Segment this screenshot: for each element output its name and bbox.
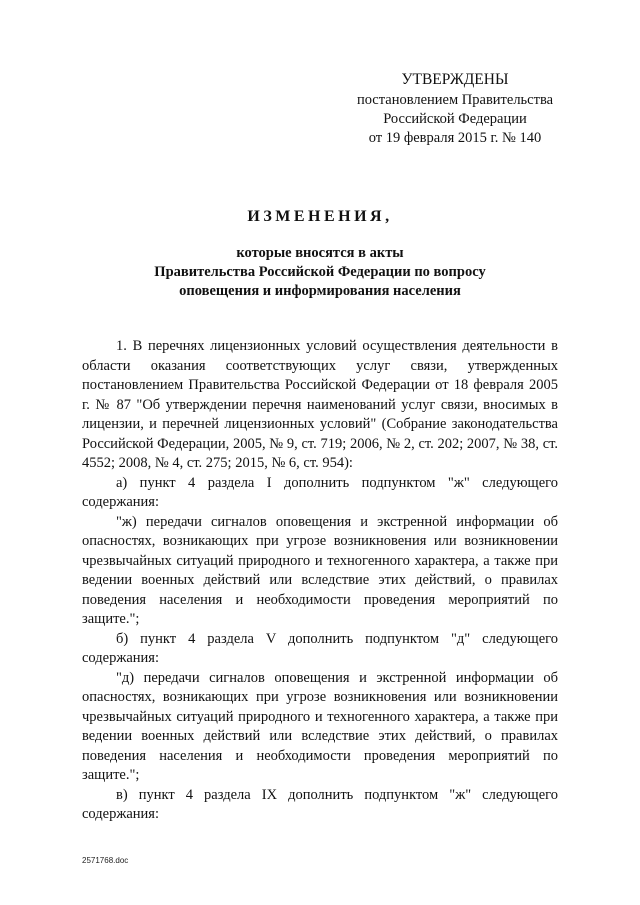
paragraph-5: "д) передачи сигналов оповещения и экстренной информации об опасностях, возникающих при угрозе возникновения или возникновении чрезвычайных ситуаций природного и техногенного характера, а также при ведении военных действий или вследствие этих действий, о правилах поведения населения и необходимости проведения мероприятий по защите."; (82, 669, 558, 783)
title-sub-3: оповещения и информирования населения (179, 283, 461, 299)
document-body (82, 337, 558, 825)
paragraph-6: в) пункт 4 раздела IX дополнить подпунктом "ж" следующего содержания: (82, 786, 558, 822)
title-main: ИЗМЕНЕНИЯ, (247, 208, 393, 225)
paragraph-4: б) пункт 4 раздела V дополнить подпунктом "д" следующего содержания: (82, 630, 558, 666)
approval-heading: УТВЕРЖДЕНЫ (401, 71, 509, 88)
paragraph-2: а) пункт 4 раздела I дополнить подпунктом "ж" следующего содержания: (82, 474, 558, 510)
document-title (80, 208, 560, 301)
paragraph-3: "ж) передачи сигналов оповещения и экстренной информации об опасностях, возникающих при угрозе возникновения или возникновении чрезвычайных ситуаций природного и техногенного характера, а также при ведении военных действий или вследствие этих действий, о правилах поведения населения и необходимости проведения мероприятий по защите."; (82, 513, 558, 627)
footer-filename: 2571768.doc (82, 856, 129, 865)
title-sub-2: Правительства Российской Федерации по вопросу (154, 264, 486, 280)
approval-stamp (330, 70, 580, 148)
approval-line-3: от 19 февраля 2015 г. № 140 (368, 130, 542, 146)
paragraph-1: 1. В перечнях лицензионных условий осуществления деятельности в области оказания соответствующих услуг связи, утвержденных постановлением Правительства Российской Федерации от 18 февраля 2005 г. № 87 "Об утверждении перечня наименований услуг связи, вносимых в лицензии, и перечней лицензионных условий" (Собрание законодательства Российской Федерации, 2005, № 9, ст. 719; 2006, № 2, ст. 202; 2007, № 38, ст. 4552; 2008, № 4, ст. 275; 2015, № 6, ст. 954): (82, 338, 558, 471)
approval-line-1: постановлением Правительства (356, 92, 554, 108)
title-sub-1: которые вносятся в акты (236, 245, 404, 261)
approval-line-2: Российской Федерации (383, 111, 527, 127)
